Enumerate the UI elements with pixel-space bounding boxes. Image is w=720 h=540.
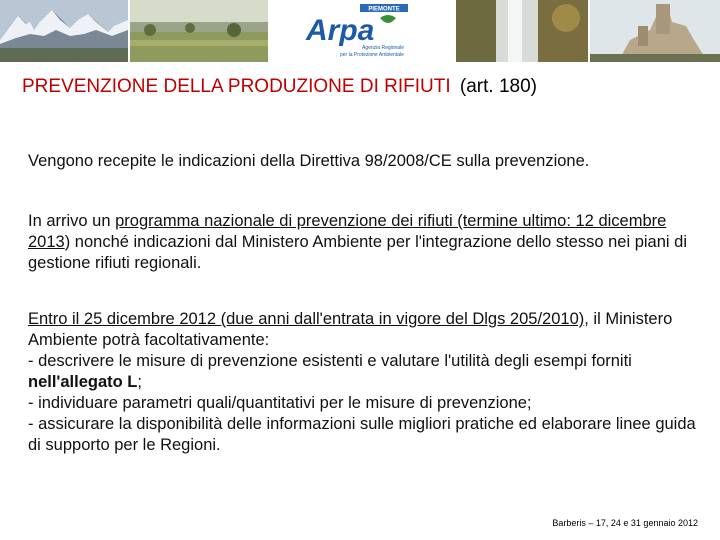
bullet-2-text: - individuare parametri quali/quantitativi per le misure di prevenzione; — [28, 394, 532, 412]
waterfall-photo — [456, 0, 588, 62]
paragraph-directive: Vengono recepite le indicazioni della Direttiva 98/2008/CE sulla prevenzione. — [28, 152, 590, 170]
bullet-3-text: - assicurare la disponibilità delle informazioni sulle migliori pratiche ed elaborare linee guida di supporto per le Regioni. — [28, 415, 696, 454]
slide-footer: Barberis – 17, 24 e 31 gennaio 2012 — [552, 518, 698, 528]
para2-text-b: ) nonché indicazioni dal Ministero Ambiente per l'integrazione dello stesso nei piani di gestione rifiuti regionali. — [28, 233, 687, 272]
header-banner — [0, 0, 720, 62]
slide-title — [22, 76, 537, 98]
leaf-icon — [380, 15, 396, 23]
para2-text-a: In arrivo un — [28, 212, 116, 230]
logo-tagline-2: per la Protezione Ambientale — [340, 52, 404, 58]
paragraph-ministry-tasks — [28, 309, 696, 456]
logo-region: PIEMONTE — [368, 6, 400, 13]
title-main: PREVENZIONE DELLA PRODUZIONE DI RIFIUTI — [22, 76, 451, 97]
bullet-1-end: ; — [137, 373, 142, 391]
para2-deadline-underlined: programma nazionale di prevenzione dei rifiuti (termine ultimo: 12 dicembre 2013 — [28, 212, 667, 251]
title-article-ref: (art. 180) — [459, 76, 537, 97]
logo-tagline-1: Agenzia Regionale — [362, 45, 404, 51]
castle-photo — [590, 0, 720, 62]
para3-deadline-underlined: Entro il 25 dicembre 2012 (due anni dall'entrata in vigore del Dlgs 205/2010) — [28, 310, 585, 328]
mountains-photo — [0, 0, 128, 62]
countryside-photo — [130, 0, 268, 62]
logo-wordmark: Arpa — [306, 14, 375, 47]
arpa-logo — [300, 2, 416, 60]
bullet-1-bold: nell'allegato L — [28, 373, 138, 391]
para3-text-a: , il Ministero Ambiente potrà facoltativamente: — [28, 310, 673, 349]
bullet-1-text: - descrivere le misure di prevenzione esistenti e valutare l'utilità degli esempi forniti — [28, 352, 632, 370]
paragraph-national-programme — [28, 211, 696, 274]
